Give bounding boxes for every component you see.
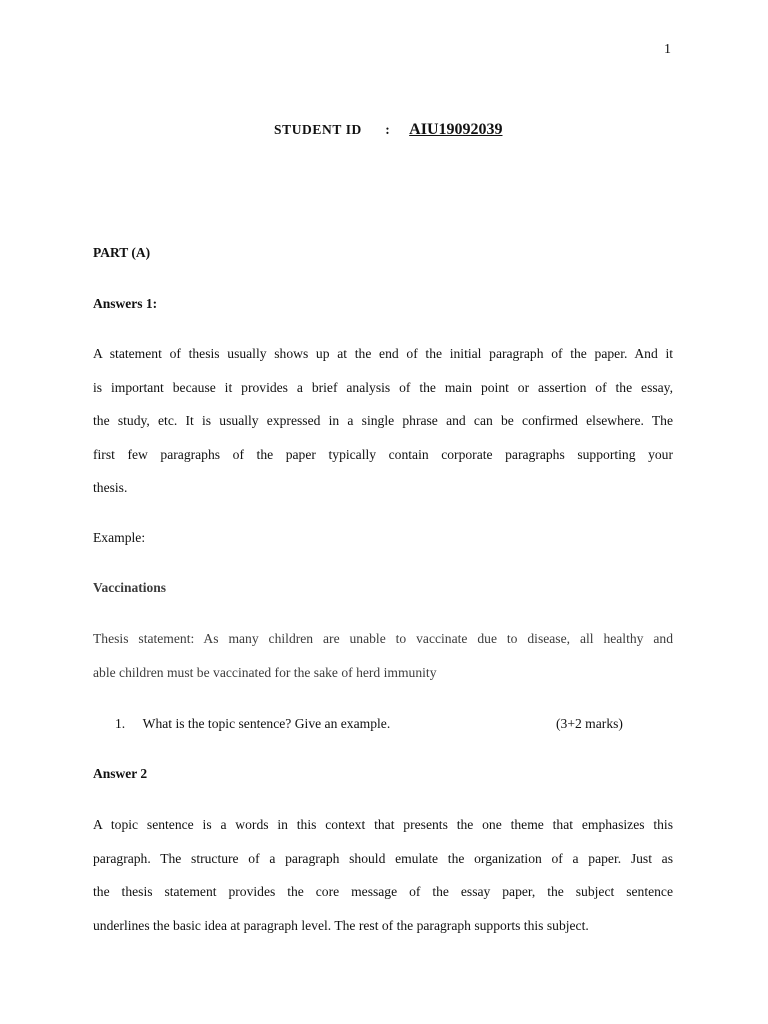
question-marks: (3+2 marks) bbox=[556, 716, 623, 731]
answer2-line: underlines the basic idea at paragraph level. The rest of the paragraph supports this subject. bbox=[93, 917, 589, 933]
part-heading: PART (A) bbox=[93, 245, 151, 260]
answer2-line: the thesis statement provides the core message of the essay paper, the subject sentence bbox=[93, 884, 673, 900]
question-number: 1. bbox=[115, 716, 126, 731]
answer1-line: A statement of thesis usually shows up at the end of the initial paragraph of the paper. And it bbox=[93, 346, 673, 361]
example-title: Vaccinations bbox=[93, 580, 167, 595]
question-text: What is the topic sentence? Give an example. bbox=[142, 716, 391, 731]
thesis-line: Thesis statement: As many children are unable to vaccinate due to disease, all healthy and bbox=[93, 631, 673, 646]
answer2-line: paragraph. The structure of a paragraph should emulate the organization of a paper. Just as bbox=[93, 850, 673, 866]
answer1-line: the study, etc. It is usually expressed in a single phrase and can be confirmed elsewhere. The bbox=[93, 413, 673, 429]
thesis-statement bbox=[93, 622, 673, 689]
answer1-line: is important because it provides a brief analysis of the main point or assertion of the essay, bbox=[93, 379, 673, 395]
answer2-heading: Answer 2 bbox=[93, 766, 148, 781]
answer1-line: first few paragraphs of the paper typically contain corporate paragraphs supporting your bbox=[93, 446, 673, 462]
student-id-line bbox=[274, 121, 503, 139]
answer1-heading: Answers 1: bbox=[93, 296, 158, 311]
answer1-line: thesis. bbox=[93, 480, 128, 496]
student-id-label: STUDENT ID bbox=[274, 122, 362, 137]
example-label: Example: bbox=[93, 530, 146, 545]
answer2-paragraph bbox=[93, 808, 673, 942]
answer2-line: A topic sentence is a words in this context that presents the one theme that emphasizes this bbox=[93, 817, 673, 832]
question-item bbox=[115, 716, 390, 732]
page-number: 1 bbox=[664, 42, 671, 57]
answer1-paragraph bbox=[93, 337, 673, 505]
thesis-line: able children must be vaccinated for the sake of herd immunity bbox=[93, 664, 437, 680]
student-id-value: AIU19092039 bbox=[409, 121, 503, 138]
student-id-colon: : bbox=[385, 122, 390, 137]
